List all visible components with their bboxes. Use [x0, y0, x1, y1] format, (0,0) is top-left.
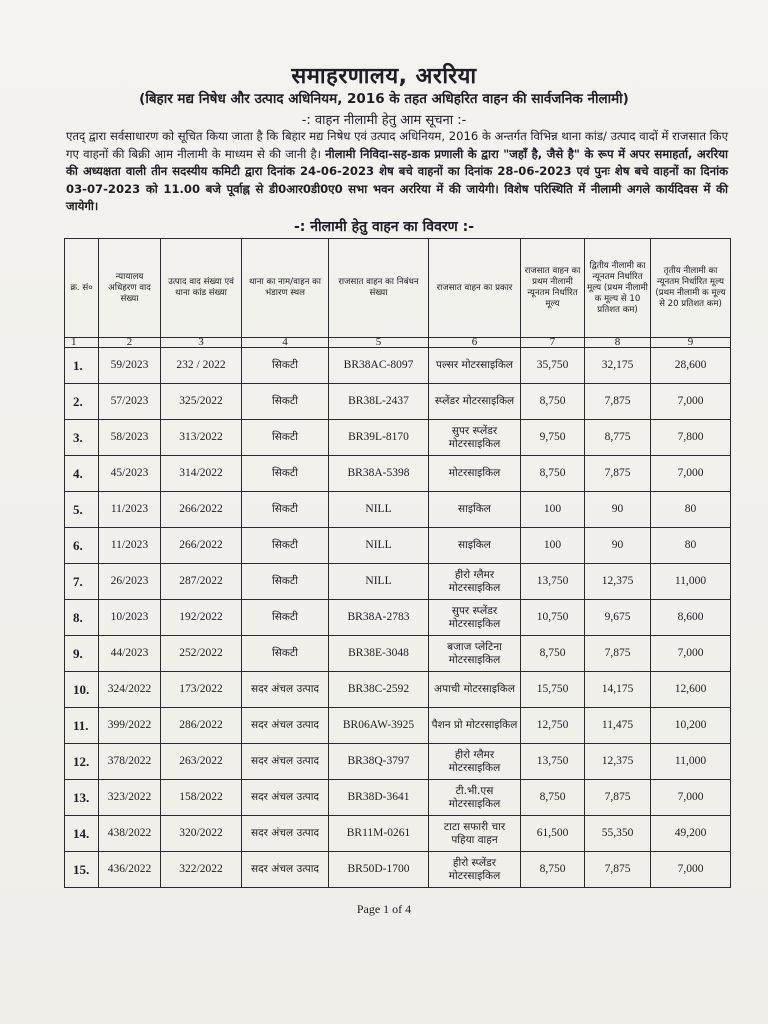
excise-case-cell: 314/2022 — [161, 456, 242, 492]
column-number: 5 — [329, 338, 429, 348]
confiscation-case-cell: 11/2023 — [99, 528, 161, 564]
column-header: तृतीय नीलामी का न्यूनतम निर्धारित मूल्य (प्रथम नीलामी क मूल्य से 20 प्रतिशत कम) — [651, 239, 731, 338]
column-number: 3 — [161, 338, 242, 348]
column-header: राजसात वाहन का प्रथम नीलामी न्यूनतम निर्धारित मूल्य — [521, 239, 585, 338]
column-header: उत्पाद वाद संख्या एवं थाना कांड संख्या — [161, 239, 242, 338]
third-price-cell: 49,200 — [651, 816, 731, 852]
column-header: द्वितीय नीलामी का न्यूनतम निर्धारित मूल्य (प्रथम नीलामी क मूल्य से 10 प्रतिशत कम) — [585, 239, 651, 338]
column-number: 8 — [585, 338, 651, 348]
registration-cell: BR38A-2783 — [329, 600, 429, 636]
registration-cell: BR38A-5398 — [329, 456, 429, 492]
third-price-cell: 80 — [651, 528, 731, 564]
third-price-cell: 7,000 — [651, 636, 731, 672]
table-row — [65, 384, 731, 420]
second-price-cell: 7,875 — [585, 636, 651, 672]
registration-cell: BR11M-0261 — [329, 816, 429, 852]
serial-cell: 1. — [65, 348, 99, 384]
vehicle-type-cell: हीरो ग्लैमर मोटरसाइकिल — [429, 744, 521, 780]
registration-cell: BR38AC-8097 — [329, 348, 429, 384]
registration-cell: BR38C-2592 — [329, 672, 429, 708]
confiscation-case-cell: 11/2023 — [99, 492, 161, 528]
station-cell: सदर अंचल उत्पाद — [242, 852, 329, 888]
vehicle-type-cell: स्प्लेंडर मोटरसाइकिल — [429, 384, 521, 420]
second-price-cell: 90 — [585, 492, 651, 528]
vehicle-type-cell: साइकिल — [429, 492, 521, 528]
registration-cell: NILL — [329, 492, 429, 528]
second-price-cell: 7,875 — [585, 456, 651, 492]
station-cell: सिकटी — [242, 600, 329, 636]
third-price-cell: 7,800 — [651, 420, 731, 456]
column-number: 9 — [651, 338, 731, 348]
vehicle-type-cell: सुपर स्प्लेंडर मोटरसाइकिल — [429, 420, 521, 456]
third-price-cell: 7,000 — [651, 456, 731, 492]
third-price-cell: 10,200 — [651, 708, 731, 744]
station-cell: सिकटी — [242, 564, 329, 600]
serial-cell: 5. — [65, 492, 99, 528]
vehicle-type-cell: पैशन प्रो मोटरसाइकिल — [429, 708, 521, 744]
table-row — [65, 780, 731, 816]
excise-case-cell: 287/2022 — [161, 564, 242, 600]
third-price-cell: 80 — [651, 492, 731, 528]
first-price-cell: 8,750 — [521, 384, 585, 420]
confiscation-case-cell: 436/2022 — [99, 852, 161, 888]
second-price-cell: 14,175 — [585, 672, 651, 708]
vehicle-details-heading: -: नीलामी हेतु वाहन का विवरण :- — [293, 219, 475, 235]
notice-text-part-2: नीलामी निविदा-सह-डाक प्रणाली के द्वारा "जहाँ है, जैसे है" के रूप में अपर समाहर्ता, अररिया की अध्यक्षता वाली तीन सदस्यीय कमिटी द्वारा दिनांक 24-06-2023 शेष बचे वाहनों का दिनांक 28-06-2023 एवं पुनः शेष बचे वाहनों का दिनांक 03-07-2023 को 11.00 बजे पूर्वाह्न से डी0आर0डी0ए0 सभा भवन अररिया में की जायेगी। विशेष परिस्थिति में नीलामी अगले कार्यदिवस में की जायेगी। — [66, 146, 729, 213]
second-price-cell: 7,875 — [585, 852, 651, 888]
serial-cell: 11. — [65, 708, 99, 744]
serial-cell: 3. — [65, 420, 99, 456]
table-row — [65, 852, 731, 888]
registration-cell: BR38E-3048 — [329, 636, 429, 672]
table-row — [65, 600, 731, 636]
column-header: थाना का नाम/वाहन का भंडारण स्थल — [242, 239, 329, 338]
confiscation-case-cell: 323/2022 — [99, 780, 161, 816]
station-cell: सिकटी — [242, 456, 329, 492]
act-subtitle: (बिहार मद्य निषेध और उत्पाद अधिनियम, 2016 के तहत अधिहरित वाहन की सार्वजनिक नीलामी) — [139, 91, 629, 107]
first-price-cell: 13,750 — [521, 564, 585, 600]
column-header: क्र. सं० — [65, 239, 99, 338]
confiscation-case-cell: 45/2023 — [99, 456, 161, 492]
third-price-cell: 11,000 — [651, 564, 731, 600]
confiscation-case-cell: 324/2022 — [99, 672, 161, 708]
confiscation-case-cell: 58/2023 — [99, 420, 161, 456]
station-cell: सिकटी — [242, 420, 329, 456]
table-row — [65, 348, 731, 384]
station-cell: सदर अंचल उत्पाद — [242, 744, 329, 780]
registration-cell: NILL — [329, 564, 429, 600]
station-cell: सिकटी — [242, 636, 329, 672]
first-price-cell: 13,750 — [521, 744, 585, 780]
second-price-cell: 8,775 — [585, 420, 651, 456]
table-row — [65, 564, 731, 600]
third-price-cell: 7,000 — [651, 780, 731, 816]
table-row — [65, 744, 731, 780]
station-cell: सदर अंचल उत्पाद — [242, 672, 329, 708]
first-price-cell: 10,750 — [521, 600, 585, 636]
vehicle-type-cell: बजाज प्लेटिना मोटरसाइकिल — [429, 636, 521, 672]
table-row — [65, 816, 731, 852]
registration-cell: NILL — [329, 528, 429, 564]
excise-case-cell: 158/2022 — [161, 780, 242, 816]
station-cell: सिकटी — [242, 528, 329, 564]
first-price-cell: 9,750 — [521, 420, 585, 456]
station-cell: सदर अंचल उत्पाद — [242, 780, 329, 816]
second-price-cell: 11,475 — [585, 708, 651, 744]
first-price-cell: 8,750 — [521, 780, 585, 816]
table-row — [65, 420, 731, 456]
confiscation-case-cell: 26/2023 — [99, 564, 161, 600]
first-price-cell: 15,750 — [521, 672, 585, 708]
confiscation-case-cell: 378/2022 — [99, 744, 161, 780]
excise-case-cell: 252/2022 — [161, 636, 242, 672]
serial-cell: 6. — [65, 528, 99, 564]
vehicle-type-cell: पल्सर मोटरसाइकिल — [429, 348, 521, 384]
table-row — [65, 672, 731, 708]
confiscation-case-cell: 59/2023 — [99, 348, 161, 384]
excise-case-cell: 173/2022 — [161, 672, 242, 708]
notice-heading: -: वाहन नीलामी हेतु आम सूचना :- — [301, 113, 467, 128]
excise-case-cell: 322/2022 — [161, 852, 242, 888]
excise-case-cell: 232 / 2022 — [161, 348, 242, 384]
excise-case-cell: 325/2022 — [161, 384, 242, 420]
third-price-cell: 8,600 — [651, 600, 731, 636]
confiscation-case-cell: 10/2023 — [99, 600, 161, 636]
first-price-cell: 61,500 — [521, 816, 585, 852]
registration-cell: BR38L-2437 — [329, 384, 429, 420]
confiscation-case-cell: 57/2023 — [99, 384, 161, 420]
table-row — [65, 708, 731, 744]
first-price-cell: 8,750 — [521, 636, 585, 672]
office-title: समाहरणालय, अररिया — [291, 64, 477, 89]
vehicle-type-cell: साइकिल — [429, 528, 521, 564]
third-price-cell: 12,600 — [651, 672, 731, 708]
table-body — [65, 348, 731, 888]
station-cell: सदर अंचल उत्पाद — [242, 816, 329, 852]
station-cell: सिकटी — [242, 348, 329, 384]
third-price-cell: 7,000 — [651, 384, 731, 420]
serial-cell: 8. — [65, 600, 99, 636]
serial-cell: 12. — [65, 744, 99, 780]
second-price-cell: 9,675 — [585, 600, 651, 636]
serial-cell: 14. — [65, 816, 99, 852]
first-price-cell: 8,750 — [521, 456, 585, 492]
second-price-cell: 90 — [585, 528, 651, 564]
column-number-row — [65, 338, 731, 348]
registration-cell: BR06AW-3925 — [329, 708, 429, 744]
serial-cell: 7. — [65, 564, 99, 600]
serial-cell: 13. — [65, 780, 99, 816]
excise-case-cell: 320/2022 — [161, 816, 242, 852]
column-number: 4 — [242, 338, 329, 348]
column-header: न्यायालय अधिहरण वाद संख्या — [99, 239, 161, 338]
column-number: 6 — [429, 338, 521, 348]
serial-cell: 15. — [65, 852, 99, 888]
table-row — [65, 528, 731, 564]
first-price-cell: 100 — [521, 492, 585, 528]
excise-case-cell: 313/2022 — [161, 420, 242, 456]
vehicle-type-cell: सुपर स्प्लेंडर मोटरसाइकिल — [429, 600, 521, 636]
notice-text-part-1: एतद् द्वारा सर्वसाधारण को सूचित किया जाता है कि बिहार मद्य निषेध एवं उत्पाद अधिनियम, 2016 के अन्तर्गत विभिन्न थाना कांड/ उत्पाद वादों में राजसात किए गए वाहनों की बिक्री आम नीलामी के माध्यम से की जानी है। — [66, 129, 728, 161]
serial-cell: 10. — [65, 672, 99, 708]
table-header-row — [65, 239, 731, 338]
third-price-cell: 7,000 — [651, 852, 731, 888]
table-row — [65, 492, 731, 528]
first-price-cell: 35,750 — [521, 348, 585, 384]
vehicle-type-cell: मोटरसाइकिल — [429, 456, 521, 492]
vehicle-type-cell: टाटा सफारी चार पहिया वाहन — [429, 816, 521, 852]
page-number: Page 1 of 4 — [356, 902, 412, 916]
serial-cell: 4. — [65, 456, 99, 492]
excise-case-cell: 266/2022 — [161, 528, 242, 564]
first-price-cell: 12,750 — [521, 708, 585, 744]
station-cell: सिकटी — [242, 384, 329, 420]
vehicle-type-cell: हीरो स्प्लेंडर मोटरसाइकिल — [429, 852, 521, 888]
confiscation-case-cell: 438/2022 — [99, 816, 161, 852]
excise-case-cell: 263/2022 — [161, 744, 242, 780]
column-number: 7 — [521, 338, 585, 348]
second-price-cell: 32,175 — [585, 348, 651, 384]
column-number: 2 — [99, 338, 161, 348]
column-number: 1 — [65, 338, 99, 348]
table-row — [65, 456, 731, 492]
second-price-cell: 7,875 — [585, 780, 651, 816]
confiscation-case-cell: 399/2022 — [99, 708, 161, 744]
notice-paragraph — [66, 128, 728, 216]
serial-cell: 9. — [65, 636, 99, 672]
registration-cell: BR38Q-3797 — [329, 744, 429, 780]
third-price-cell: 11,000 — [651, 744, 731, 780]
vehicle-auction-table — [64, 238, 731, 888]
station-cell: सिकटी — [242, 492, 329, 528]
table-row — [65, 636, 731, 672]
column-header: राजसात वाहन का निबंधन संख्या — [329, 239, 429, 338]
second-price-cell: 55,350 — [585, 816, 651, 852]
vehicle-type-cell: हीरो ग्लैमर मोटरसाइकिल — [429, 564, 521, 600]
registration-cell: BR38D-3641 — [329, 780, 429, 816]
column-header: राजसात वाहन का प्रकार — [429, 239, 521, 338]
third-price-cell: 28,600 — [651, 348, 731, 384]
excise-case-cell: 286/2022 — [161, 708, 242, 744]
second-price-cell: 7,875 — [585, 384, 651, 420]
second-price-cell: 12,375 — [585, 744, 651, 780]
vehicle-type-cell: अपाची मोटरसाइकिल — [429, 672, 521, 708]
station-cell: सदर अंचल उत्पाद — [242, 708, 329, 744]
second-price-cell: 12,375 — [585, 564, 651, 600]
registration-cell: BR50D-1700 — [329, 852, 429, 888]
first-price-cell: 100 — [521, 528, 585, 564]
excise-case-cell: 192/2022 — [161, 600, 242, 636]
serial-cell: 2. — [65, 384, 99, 420]
first-price-cell: 8,750 — [521, 852, 585, 888]
registration-cell: BR39L-8170 — [329, 420, 429, 456]
excise-case-cell: 266/2022 — [161, 492, 242, 528]
confiscation-case-cell: 44/2023 — [99, 636, 161, 672]
vehicle-type-cell: टी.भी.एस मोटरसाइकिल — [429, 780, 521, 816]
